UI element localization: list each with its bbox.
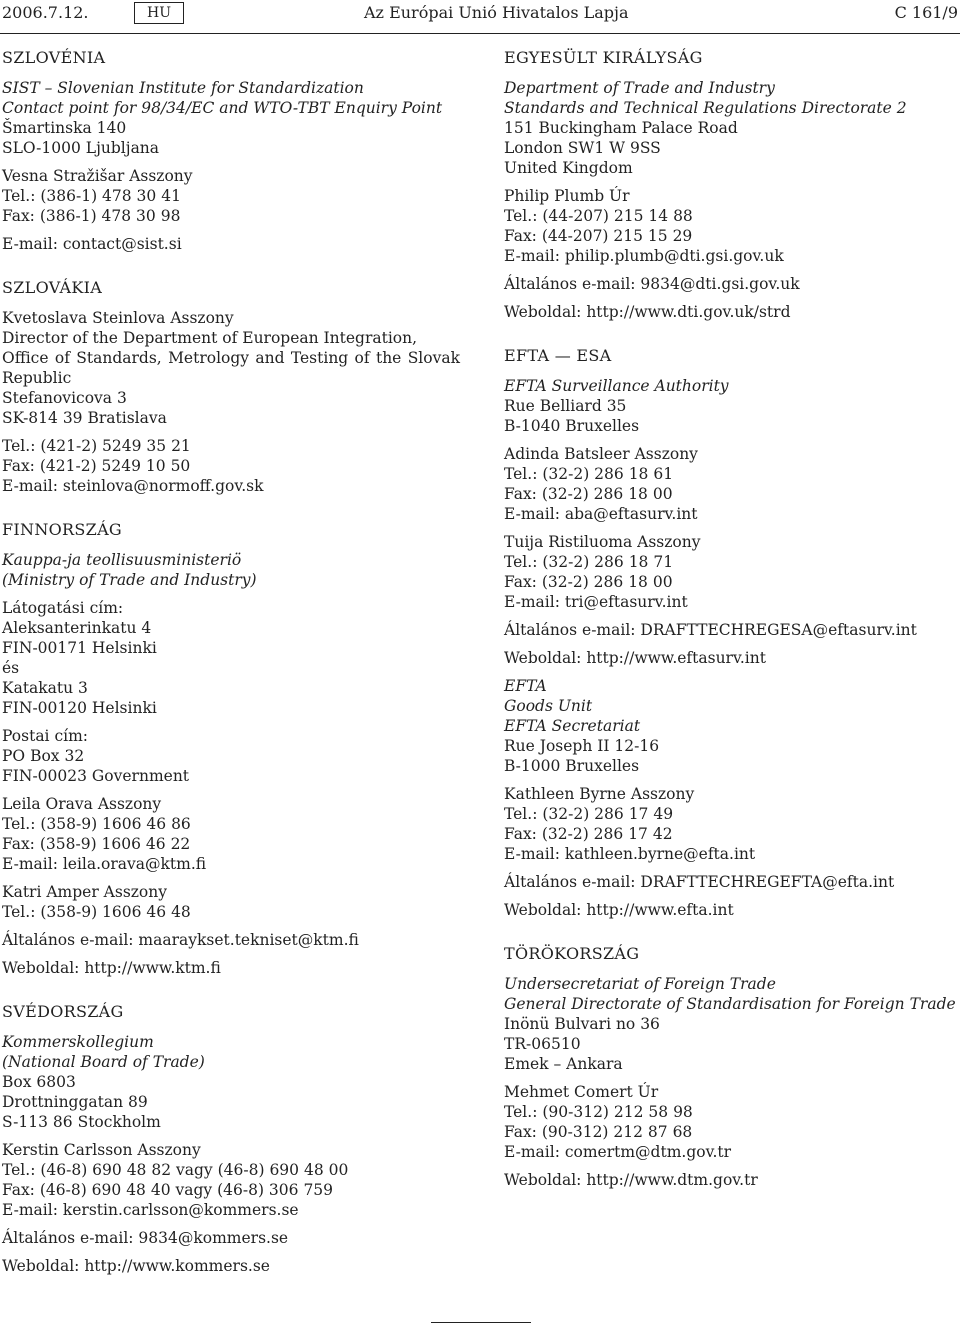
address-line: Aleksanterinkatu 4: [2, 619, 152, 637]
contact-person: Tuija Ristiluoma Asszony: [504, 533, 701, 551]
page-number: C 161/9: [894, 3, 958, 22]
contact-email: E-mail: steinlova@normoff.gov.sk: [2, 477, 264, 495]
contact-person: Kvetoslava Steinlova Asszony: [2, 309, 234, 327]
address-line: Rue Belliard 35: [504, 397, 627, 415]
website: Weboldal: http://www.kommers.se: [2, 1257, 270, 1275]
journal-title: Az Európai Unió Hivatalos Lapja: [364, 3, 629, 22]
section-title: EGYESÜLT KIRÁLYSÁG: [504, 48, 703, 67]
address-line: Postai cím:: [2, 727, 88, 745]
header-divider: [0, 33, 960, 34]
contact-email: E-mail: kerstin.carlsson@kommers.se: [2, 1201, 299, 1219]
org-name: (National Board of Trade): [2, 1053, 205, 1071]
contact-person: Katri Amper Asszony: [2, 883, 168, 901]
contact-fax: Fax: (358-9) 1606 46 22: [2, 835, 191, 853]
address-line: Box 6803: [2, 1073, 76, 1091]
contact-person: Leila Orava Asszony: [2, 795, 162, 813]
contact-tel: Tel.: (90-312) 212 58 98: [504, 1103, 693, 1121]
org-name: General Directorate of Standardisation for Foreign Trade: [504, 995, 956, 1013]
section-slovenia: [2, 48, 460, 254]
contact-email: E-mail: aba@eftasurv.int: [504, 505, 698, 523]
section-title: SVÉDORSZÁG: [2, 1002, 124, 1021]
address-line: Inönü Bulvari no 36: [504, 1015, 660, 1033]
address-line: B-1040 Bruxelles: [504, 417, 640, 435]
contact-email: E-mail: leila.orava@ktm.fi: [2, 855, 207, 873]
contact-person: Kathleen Byrne Asszony: [504, 785, 695, 803]
contact-tel: Tel.: (32-2) 286 18 71: [504, 553, 674, 571]
contact-tel: Tel.: (386-1) 478 30 41: [2, 187, 181, 205]
contact-fax: Fax: (90-312) 212 87 68: [504, 1123, 693, 1141]
address-line: FIN-00171 Helsinki: [2, 639, 157, 657]
contact-fax: Fax: (386-1) 478 30 98: [2, 207, 181, 225]
contact-tel: Tel.: (358-9) 1606 46 48: [2, 903, 191, 921]
contact-email: E-mail: tri@eftasurv.int: [504, 593, 688, 611]
section-sweden: [2, 1002, 460, 1276]
address-line: FIN-00120 Helsinki: [2, 699, 157, 717]
general-email: Általános e-mail: 9834@dti.gsi.gov.uk: [504, 275, 800, 293]
org-name: Undersecretariat of Foreign Trade: [504, 975, 776, 993]
contact-person: Philip Plumb Úr: [504, 187, 630, 205]
section-efta: [504, 346, 958, 920]
contact-person: Kerstin Carlsson Asszony: [2, 1141, 201, 1159]
org-name: Contact point for 98/34/EC and WTO-TBT Enquiry Point: [2, 99, 443, 117]
org-name: (Ministry of Trade and Industry): [2, 571, 257, 589]
address-line: United Kingdom: [504, 159, 633, 177]
address-line: London SW1 W 9SS: [504, 139, 661, 157]
contact-person: Vesna Stražišar Asszony: [2, 167, 193, 185]
general-email: Általános e-mail: 9834@kommers.se: [2, 1229, 289, 1247]
section-slovakia: [2, 278, 460, 496]
org-name: Goods Unit: [504, 697, 593, 715]
address-line: Katakatu 3: [2, 679, 88, 697]
footer-divider: [431, 1322, 531, 1323]
address-line: Šmartinska 140: [2, 119, 127, 137]
general-email: Általános e-mail: maaraykset.tekniset@ktm.fi: [2, 931, 359, 949]
contact-tel: Tel.: (44-207) 215 14 88: [504, 207, 693, 225]
contact-fax: Fax: (32-2) 286 18 00: [504, 485, 673, 503]
address-line: TR-06510: [504, 1035, 581, 1053]
page-header: [0, 0, 960, 28]
contact-person: Adinda Batsleer Asszony: [504, 445, 698, 463]
header-date: 2006.7.12.: [2, 3, 89, 22]
contact-email: E-mail: kathleen.byrne@efta.int: [504, 845, 756, 863]
contact-fax: Fax: (421-2) 5249 10 50: [2, 457, 191, 475]
org-name: Department of Trade and Industry: [504, 79, 775, 97]
contact-tel: Tel.: (421-2) 5249 35 21: [2, 437, 191, 455]
section-uk: [504, 48, 958, 322]
contact-fax: Fax: (32-2) 286 18 00: [504, 573, 673, 591]
address-line: Stefanovicova 3: [2, 389, 127, 407]
section-title: FINNORSZÁG: [2, 520, 122, 539]
website: Weboldal: http://www.efta.int: [504, 901, 734, 919]
contact-person: Mehmet Comert Úr: [504, 1083, 659, 1101]
general-email: Általános e-mail: DRAFTTECHREGESA@eftasurv.int: [504, 621, 917, 639]
website: Weboldal: http://www.dtm.gov.tr: [504, 1171, 758, 1189]
address-line: és: [2, 659, 20, 677]
contact-tel: Tel.: (358-9) 1606 46 86: [2, 815, 191, 833]
section-title: TÖRÖKORSZÁG: [504, 944, 640, 963]
website: Weboldal: http://www.eftasurv.int: [504, 649, 766, 667]
section-turkey: [504, 944, 958, 1190]
org-name: EFTA Surveillance Authority: [504, 377, 729, 395]
contact-email: E-mail: comertm@dtm.gov.tr: [504, 1143, 732, 1161]
org-name: EFTA Secretariat: [504, 717, 641, 735]
right-column: [504, 40, 958, 1190]
address-line: Drottninggatan 89: [2, 1093, 148, 1111]
address-line: Rue Joseph II 12-16: [504, 737, 660, 755]
contact-fax: Fax: (44-207) 215 15 29: [504, 227, 693, 245]
address-line: SK-814 39 Bratislava: [2, 409, 167, 427]
general-email: Általános e-mail: DRAFTTECHREGEFTA@efta.int: [504, 873, 895, 891]
org-name: EFTA: [504, 677, 547, 695]
section-title: SZLOVÉNIA: [2, 48, 106, 67]
org-line: Office of Standards, Metrology and Testing of the Slovak Republic: [2, 349, 460, 387]
contact-fax: Fax: (46-8) 690 48 40 vagy (46-8) 306 759: [2, 1181, 334, 1199]
section-title: EFTA — ESA: [504, 346, 612, 365]
section-finland: [2, 520, 460, 978]
section-title: SZLOVÁKIA: [2, 278, 103, 297]
left-column: [2, 40, 460, 1276]
contact-email: E-mail: contact@sist.si: [2, 235, 182, 253]
address-line: Emek – Ankara: [504, 1055, 623, 1073]
address-line: PO Box 32: [2, 747, 85, 765]
address-line: S-113 86 Stockholm: [2, 1113, 161, 1131]
contact-tel: Tel.: (32-2) 286 17 49: [504, 805, 674, 823]
org-name: Standards and Technical Regulations Directorate 2: [504, 99, 907, 117]
org-name: Kommerskollegium: [2, 1033, 154, 1051]
org-name: SIST – Slovenian Institute for Standardization: [2, 79, 364, 97]
org-name: Kauppa-ja teollisuusministeriö: [2, 551, 242, 569]
website: Weboldal: http://www.dti.gov.uk/strd: [504, 303, 791, 321]
language-badge: HU: [134, 2, 184, 24]
address-line: B-1000 Bruxelles: [504, 757, 640, 775]
address-line: SLO-1000 Ljubljana: [2, 139, 160, 157]
contact-tel: Tel.: (32-2) 286 18 61: [504, 465, 674, 483]
website: Weboldal: http://www.ktm.fi: [2, 959, 221, 977]
contact-email: E-mail: philip.plumb@dti.gsi.gov.uk: [504, 247, 784, 265]
contact-fax: Fax: (32-2) 286 17 42: [504, 825, 673, 843]
address-line: FIN-00023 Government: [2, 767, 190, 785]
org-line: Director of the Department of European Integration,: [2, 329, 418, 347]
contact-tel: Tel.: (46-8) 690 48 82 vagy (46-8) 690 48 00: [2, 1161, 349, 1179]
address-line: 151 Buckingham Palace Road: [504, 119, 738, 137]
address-line: Látogatási cím:: [2, 599, 124, 617]
